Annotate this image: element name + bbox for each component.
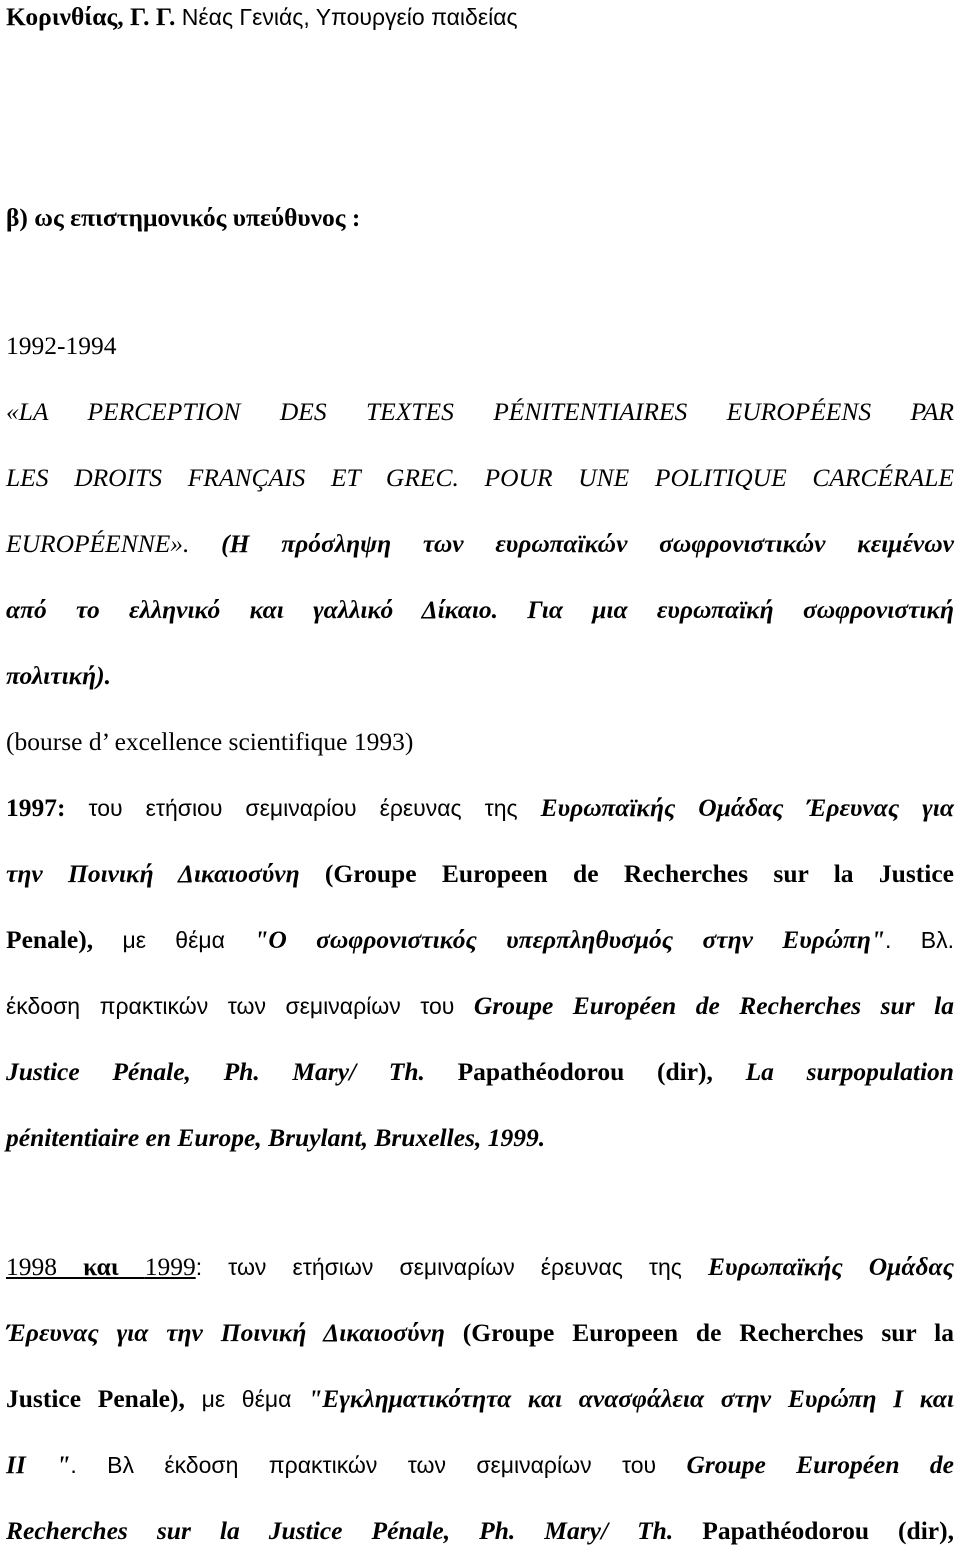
entry-1997-group-fr-end: Penale),	[6, 925, 94, 954]
entry-1997-line-6: pénitentiaire en Europe, Bruylant, Bruxelles, 1999.	[6, 1123, 546, 1152]
entry-1998-publication: . Βλ έκδοση πρακτικών των σεμιναρίων του	[70, 1452, 687, 1478]
entry-1998-group: Ευρωπαϊκής Ομάδας	[707, 1252, 954, 1281]
entry-1998-publisher: Groupe Européen de	[686, 1450, 954, 1479]
entry-1998-theme-label: με θέμα	[184, 1386, 309, 1412]
entry-1997-group-fr: (Groupe Europeen de Recherches sur la Justice	[299, 859, 954, 888]
header-bold-text: Κορινθίας, Γ. Γ.	[6, 2, 176, 31]
entry-year-1992: 1992-1994	[6, 331, 117, 360]
entry-1997-line-5	[6, 1057, 954, 1087]
entry-1992-greek-title: (Η πρόσληψη των ευρωπαϊκών σωφρονιστικών κειμένων	[189, 529, 954, 558]
entry-1997-see: . Βλ.	[885, 927, 954, 953]
entry-1997-book-title: La surpopulation	[712, 1057, 954, 1086]
entry-1997-line-4	[6, 991, 954, 1021]
entry-1997-theme: "Ο σωφρονιστικός υπερπληθυσμός στην Ευρώπη"	[254, 925, 886, 954]
entry-1998-line-1	[6, 1252, 954, 1282]
entry-1998-line-5	[6, 1516, 954, 1546]
entry-1997-publication: έκδοση πρακτικών των σεμιναρίων του	[6, 993, 474, 1019]
entry-1997-line-1	[6, 793, 954, 823]
entry-1998-line-4	[6, 1450, 954, 1480]
entry-1997-line-3	[6, 925, 954, 955]
entry-1997-line-2	[6, 859, 954, 889]
entry-1998-and: και	[57, 1252, 145, 1281]
entry-1998-theme-end: ΙΙ "	[6, 1450, 71, 1479]
entry-1992-greek-title-line-3: πολιτική).	[6, 661, 112, 690]
entry-1998-group-fr-end: Justice Penale),	[6, 1384, 185, 1413]
entry-1992-title-line-1: «LA PERCEPTION DES TEXTES PÉNITENTIAIRES EUROPÉENS PAR	[6, 397, 954, 426]
entry-1997-theme-label: με θέμα	[93, 927, 255, 953]
entry-1997-editor: Papathéodorou (dir),	[424, 1057, 713, 1086]
entry-1997-text: του ετήσιου σεμιναρίου έρευνας της	[65, 795, 541, 821]
entry-1998-text: : των ετήσιων σεμιναρίων έρευνας της	[195, 1254, 708, 1280]
entry-1997-group-cont: την Ποινική Δικαιοσύνη	[6, 859, 300, 888]
entry-1997-publisher-cont: Justice Pénale, Ph. Mary/ Th.	[6, 1057, 425, 1086]
entry-1998-year: 1998	[6, 1252, 57, 1281]
entry-1992-title-end: EUROPÉENNE».	[6, 529, 190, 558]
entry-1997-group: Ευρωπαϊκής Ομάδας Έρευνας για	[540, 793, 954, 822]
entry-1997-publisher: Groupe Européen de Recherches sur la	[473, 991, 954, 1020]
entry-1998-line-3	[6, 1384, 954, 1414]
entry-1998-group-cont: Έρευνας για την Ποινική Δικαιοσύνη	[6, 1318, 445, 1347]
entry-1998-theme: "Εγκληματικότητα και ανασφάλεια στην Ευρώπη Ι και	[308, 1384, 954, 1413]
entry-1997-year: 1997:	[6, 793, 66, 822]
section-heading: β) ως επιστημονικός υπεύθυνος :	[6, 203, 361, 232]
entry-1998-publisher-cont: Recherches sur la Justice Pénale, Ph. Mary/ Th.	[6, 1516, 674, 1545]
entry-1992-title-line-2: LES DROITS FRANÇAIS ET GREC. POUR UNE POLITIQUE CARCÉRALE	[6, 463, 954, 492]
entry-1998-editor: Papathéodorou (dir),	[673, 1516, 954, 1545]
entry-1992-title-line-3	[6, 529, 954, 559]
entry-1992-note: (bourse d’ excellence scientifique 1993)	[6, 727, 414, 756]
entry-1992-greek-title-line-2: από το ελληνικό και γαλλικό Δίκαιο. Για μια ευρωπαϊκή σωφρονιστική	[6, 595, 954, 624]
header-text: Νέας Γενιάς, Υπουργείο παιδείας	[175, 4, 518, 30]
entry-1998-line-2	[6, 1318, 954, 1348]
header-line	[6, 2, 954, 32]
entry-1998-group-fr: (Groupe Europeen de Recherches sur la	[444, 1318, 954, 1347]
entry-1999-year: 1999	[144, 1252, 196, 1281]
